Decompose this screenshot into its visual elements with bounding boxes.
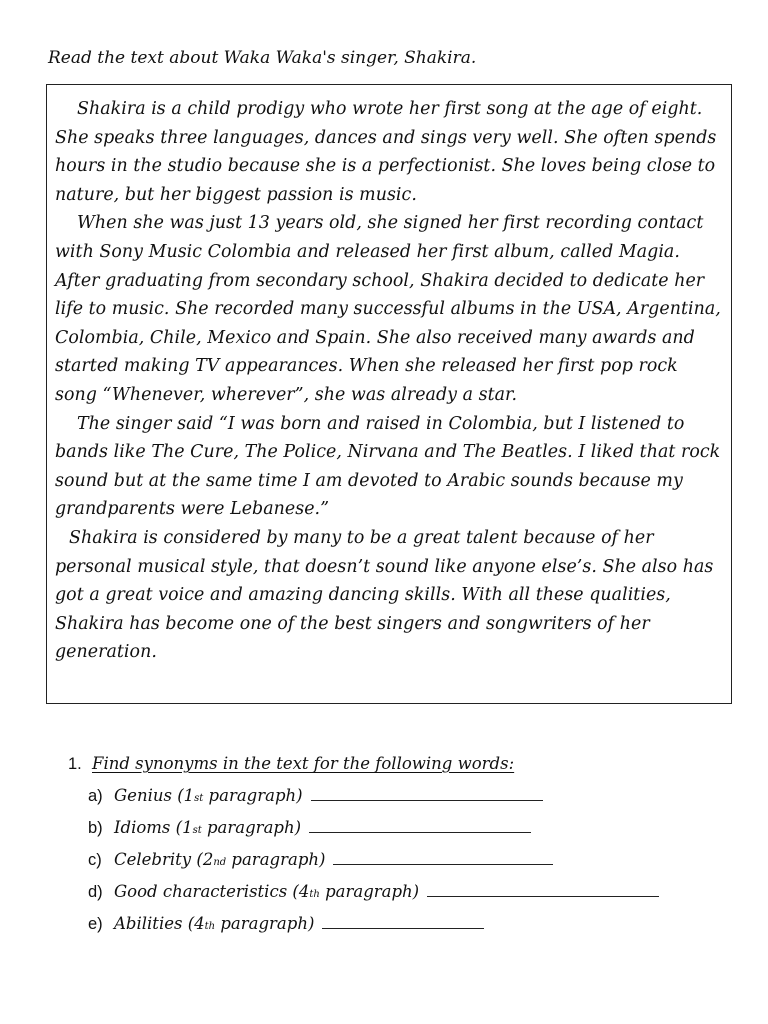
synonym-exercise [68,750,728,940]
exercise-title: Find synonyms in the text for the following words: [92,754,515,773]
item-ordinal: 2 [202,850,214,869]
answer-blank-b[interactable] [309,818,531,833]
item-ordinal: 4 [194,914,205,933]
exercise-item-d: d) Good characteristics ( 4 th paragraph) [88,876,728,908]
reading-paragraph-4: Shakira is considered by many to be a great talent because of her personal musical style, that doesn’t sound like anyone else’s. She also has got a great voice and amazing dancing skills. With all these qualities, Shakira has become one of the best singers and songwriters of her generation. [55,527,714,663]
item-letter: d) [88,883,103,901]
item-label: paragraph) [220,914,315,933]
item-label: paragraph) [208,786,303,805]
answer-blank-c[interactable] [333,850,553,865]
item-word: Abilities [114,914,183,933]
exercise-item-a: a) Genius ( 1 st paragraph) [88,780,728,812]
item-letter: b) [88,819,103,837]
item-ordinal: 1 [182,818,193,837]
exercise-item-c: c) Celebrity ( 2 nd paragraph) [88,844,728,876]
exercise-heading [68,750,728,778]
reading-paragraph-1: Shakira is a child prodigy who wrote her first song at the age of eight. She speaks three languages, dances and sings very well. She often spends hours in the studio because she is a perfectionist. She loves being close to nature, but her biggest passion is music. [55,99,717,205]
exercise-items [68,780,728,940]
answer-blank-e[interactable] [322,914,484,929]
answer-blank-d[interactable] [427,882,659,897]
item-word: Celebrity [114,850,192,869]
item-word: Genius [114,786,172,805]
item-ordinal: 4 [298,882,310,901]
exercise-item-e: e) Abilities ( 4 th paragraph) [88,908,728,940]
item-ordinal: 1 [183,786,195,805]
item-label: paragraph) [231,850,326,869]
item-letter: a) [88,787,103,805]
item-label: paragraph) [207,818,302,837]
exercise-item-b: b) Idioms ( 1 st paragraph) [88,812,728,844]
answer-blank-a[interactable] [311,786,543,801]
instruction-text: Read the text about Waka Waka's singer, Shakira. [48,48,477,68]
reading-paragraph-2: When she was just 13 years old, she signed her first recording contact with Sony Music Colombia and released her first album, called Magia. After graduating from secondary school, Shakira decided to dedicate her life to music. She recorded many successful albums in the USA, Argentina, Colombia, Chile, Mexico and Spain. She also received many awards and started making TV appearances. When she released her first pop rock song “Whenever, wherever”, she was already a star. [55,213,721,405]
item-label: paragraph) [325,882,420,901]
exercise-number: 1. [68,755,82,773]
reading-paragraph-3: The singer said “I was born and raised in Colombia, but I listened to bands like The Cure, The Police, Nirvana and The Beatles. I liked that rock sound but at the same time I am devoted to Arabic sounds because my grandparents were Lebanese.” [55,413,721,520]
item-letter: e) [88,915,103,933]
item-letter: c) [88,851,102,869]
item-word: Idioms [114,818,171,837]
item-word: Good characteristics [114,882,288,901]
reading-text-box [46,84,732,704]
